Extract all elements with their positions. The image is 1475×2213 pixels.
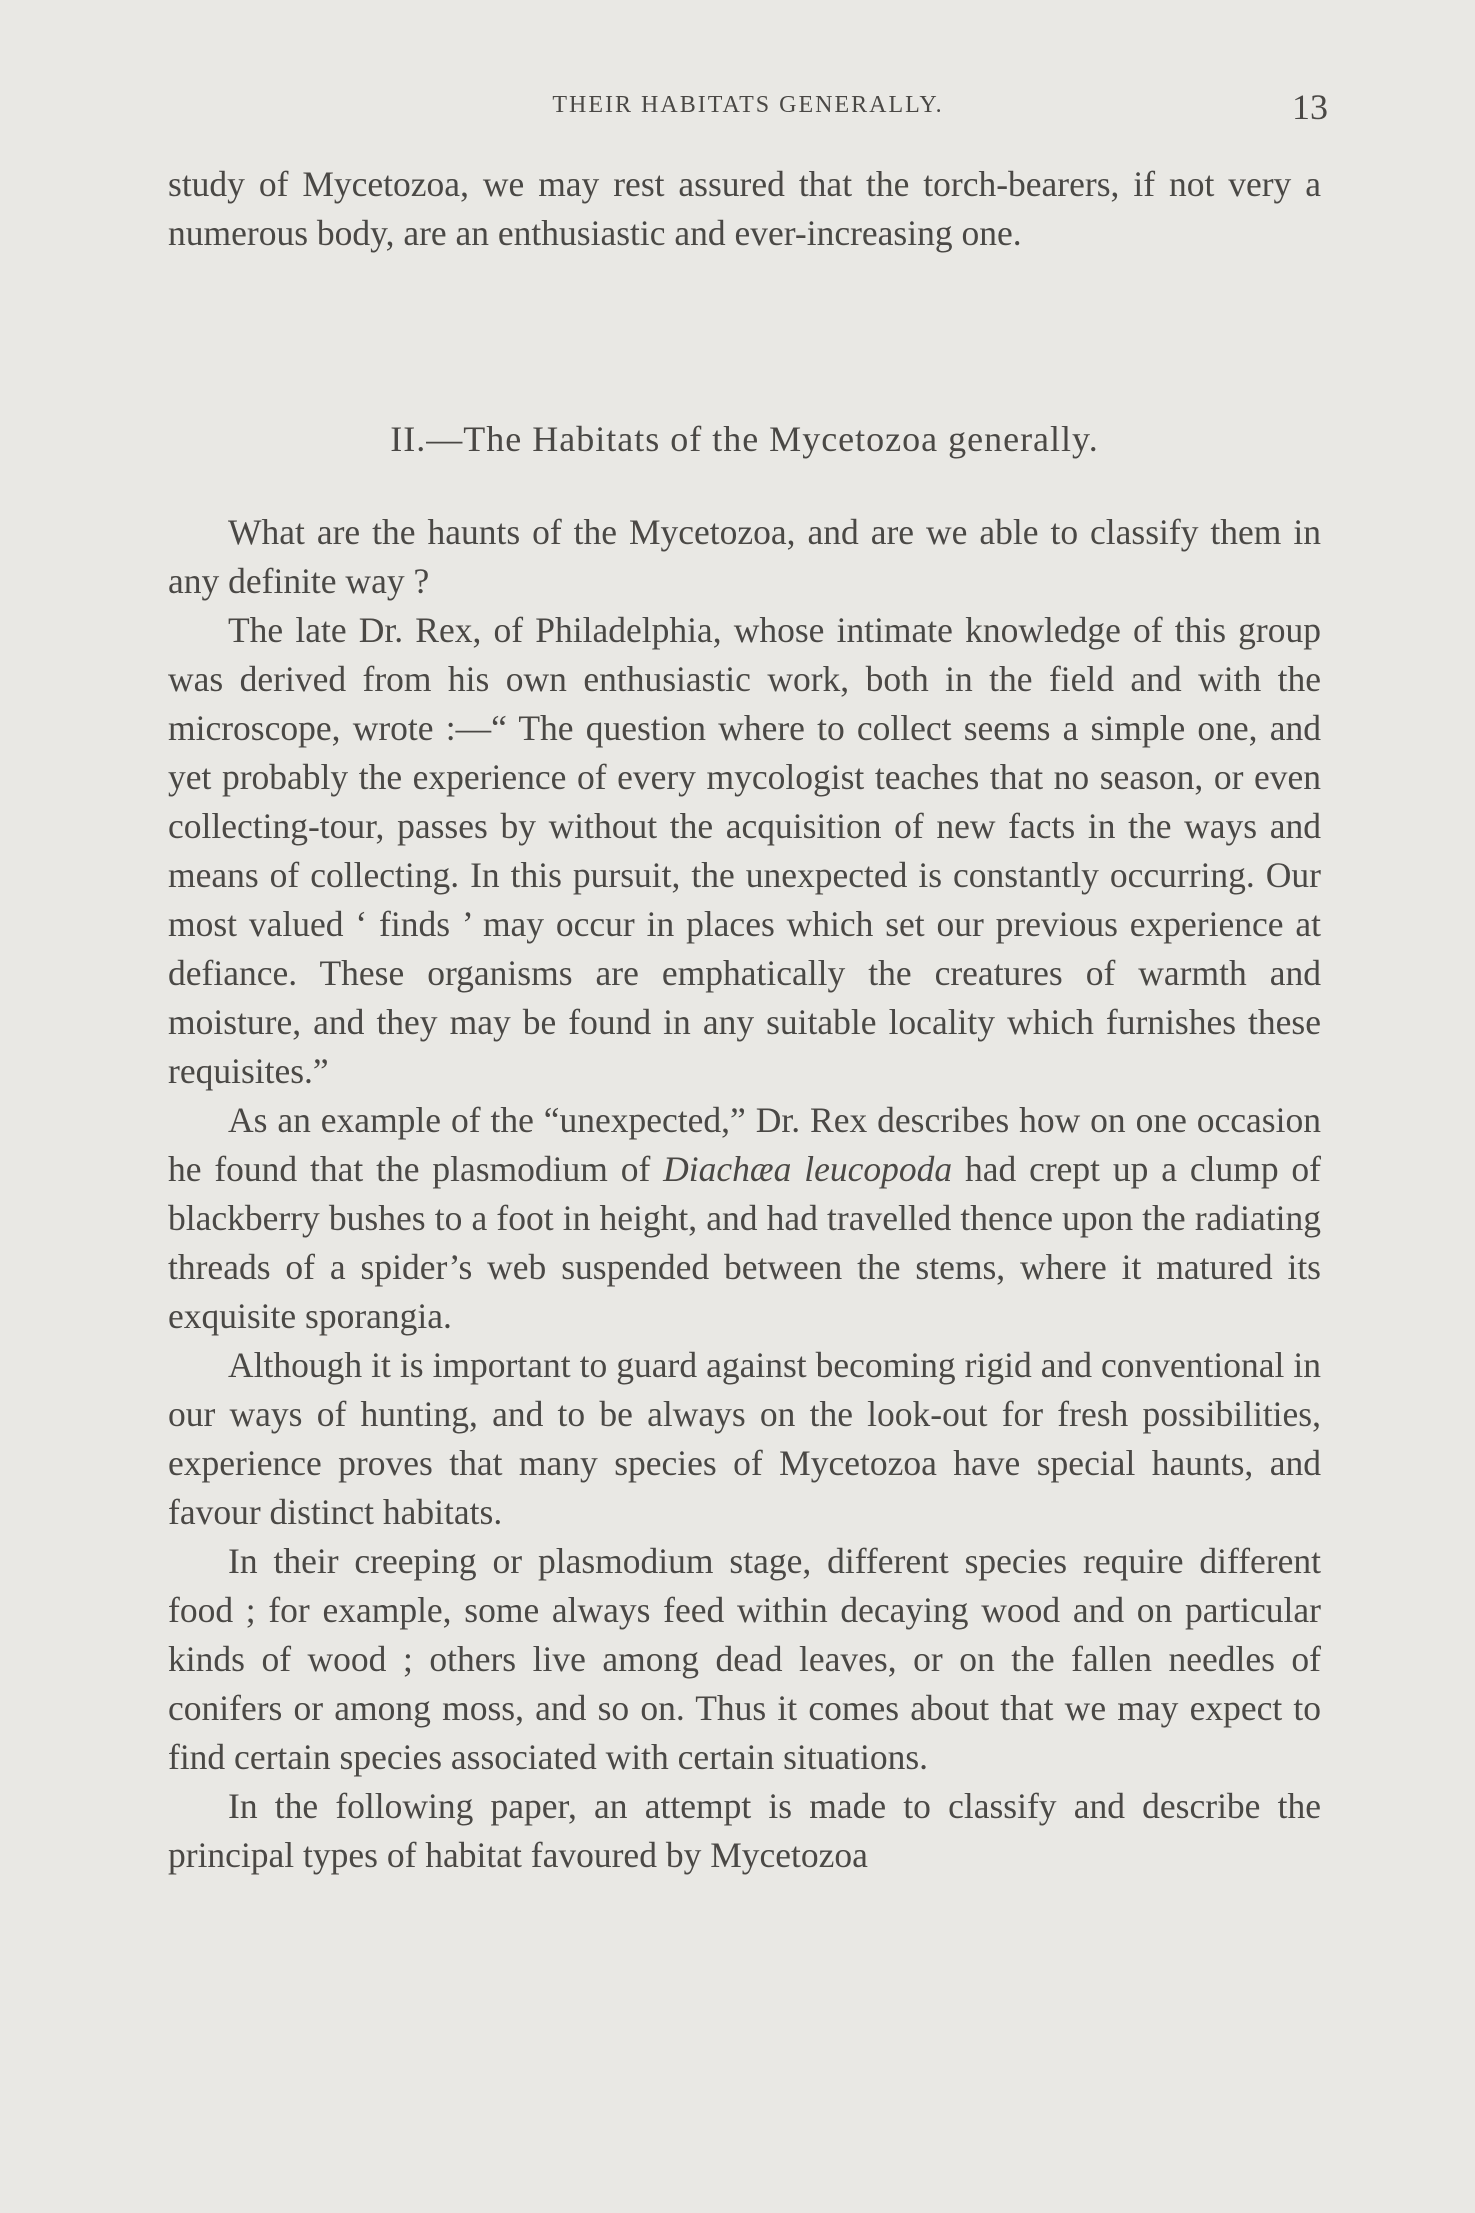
running-head — [168, 88, 1328, 128]
paragraph-classification: In the following paper, an attempt is made to classify and describe the principal types of habitat favoured by Mycetozoa — [168, 1786, 1321, 1875]
continuation-block — [168, 160, 1321, 258]
paragraph-rex-example — [168, 1096, 1321, 1341]
paragraph-special-haunts: Although it is important to guard against becoming rigid and conventional in our ways of hunting, and to be always on the look-out for fresh possibilities, experience proves that many species of Mycetozoa have special haunts, and favour distinct habitats. — [168, 1345, 1321, 1532]
section-heading: II.—The Habitats of the Mycetozoa generally. — [390, 419, 1099, 459]
page-number: 13 — [1292, 87, 1328, 127]
paragraph-rex-quote: The late Dr. Rex, of Philadelphia, whose intimate knowledge of this group was derived from his own enthusiastic work, both in the field and with the microscope, wrote :—“ The question where to collect seems a simple one, and yet probably the experience of every mycologist teaches that no season, or even collecting-tour, passes by without the acquisition of new facts in the ways and means of collecting. In this pursuit, the unexpected is constantly occurring. Our most valued ‘ finds ’ may occur in places which set our previous experience at defiance. These organisms are emphatically the creatures of warmth and moisture, and they may be found in any suitable locality which furnishes these requisites.” — [168, 610, 1321, 1091]
paragraph-haunts-question: What are the haunts of the Mycetozoa, and are we able to classify them in any definite way ? — [168, 512, 1321, 601]
continuation-paragraph: study of Mycetozoa, we may rest assured that the torch-bearers, if not very a numerous body, are an enthusiastic and ever-increasing one. — [168, 164, 1321, 253]
paragraph-plasmodium-food: In their creeping or plasmodium stage, different species require different food ; for example, some always feed within decaying wood and on particular kinds of wood ; others live among dead leaves, or on the fallen needles of conifers or among moss, and so on. Thus it comes about that we may expect to find certain species associated with certain situations. — [168, 1541, 1321, 1777]
species-name: Diachæa leucopoda — [663, 1149, 953, 1189]
running-title: THEIR HABITATS GENERALLY. — [552, 92, 944, 118]
rex-example-before: As an example of the “unexpected,” Dr. Rex describes how on one occasion he found that the plasmodium of — [168, 1100, 1321, 1189]
rex-example-after: had crept up a clump of blackberry bushes to a foot in height, and had travelled thence upon the radiating threads of a spider’s web suspended between the stems, where it matured its exquisite sporangia. — [168, 1149, 1322, 1336]
body-text — [168, 508, 1321, 1880]
